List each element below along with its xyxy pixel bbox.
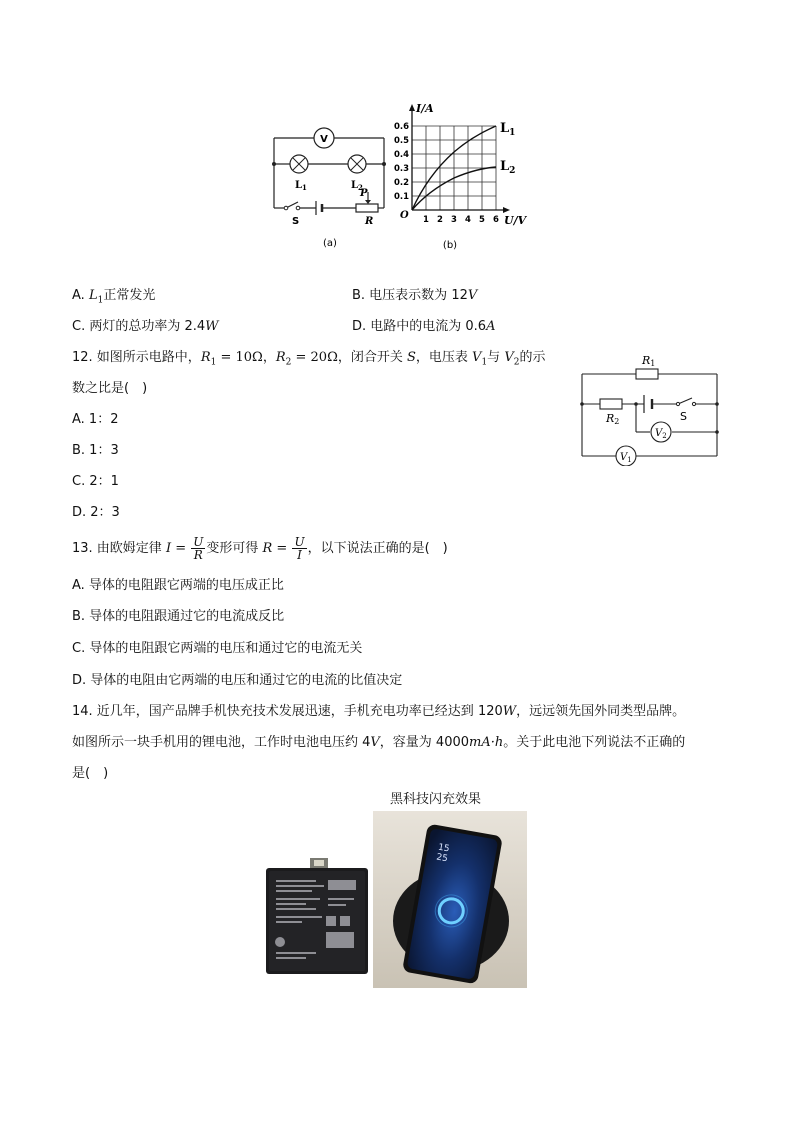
phone-clock-minute: 25: [435, 852, 449, 865]
caption-a: (a): [323, 238, 337, 249]
phone-image: [373, 811, 527, 988]
circuit-diagram-a: [262, 118, 397, 258]
fraction-u-over-r: $\frac{U}{R}$: [193, 535, 204, 562]
q11-figure-a: [262, 118, 397, 258]
phone-charging-photo: [373, 811, 527, 988]
battery-image: [266, 858, 368, 976]
q11-option-a[interactable]: A. $L_1$正常发光: [72, 288, 156, 306]
rheostat-label: R: [365, 216, 374, 227]
q12-circuit-figure: [574, 348, 724, 466]
r2-label: R2: [606, 412, 620, 426]
q12-option-a[interactable]: A. 1：2: [72, 412, 119, 427]
q13-option-b[interactable]: B. 导体的电阻跟通过它的电流成反比: [72, 609, 285, 624]
q13-option-d[interactable]: D. 导体的电阻由它两端的电压和通过它的电流的比值决定: [72, 673, 403, 688]
q11-option-d[interactable]: D. 电路中的电流为 0.6A: [352, 319, 496, 334]
q14-stem-line1: 14. 近几年，国产品牌手机快充技术发展迅速，手机充电功率已经达到 120W，远远领先国外同类型品牌。: [72, 704, 686, 719]
q11-option-b[interactable]: B. 电压表示数为 12V: [352, 288, 478, 303]
y-tick: 0.5: [393, 136, 409, 146]
q13-option-c[interactable]: C. 导体的电阻跟它两端的电压和通过它的电流无关: [72, 641, 363, 656]
x-tick: 6: [493, 215, 499, 225]
caption-b: (b): [442, 240, 458, 251]
x-tick: 3: [451, 215, 457, 225]
q11-figure-b: [388, 98, 528, 258]
resistor-r2: [600, 399, 622, 409]
q14-stem-line3: 是( ): [72, 766, 109, 781]
rheostat: [356, 204, 378, 212]
switch-label: S: [292, 216, 300, 227]
y-tick: 0.6: [393, 122, 409, 132]
y-tick: 0.1: [393, 192, 409, 202]
x-tick: 4: [465, 215, 471, 225]
x-tick: 2: [437, 215, 443, 225]
x-tick: 5: [479, 215, 485, 225]
q12-stem-line2: 数之比是( ): [72, 381, 148, 396]
q14-stem-line2: 如图所示一块手机用的锂电池，工作时电池电压约 4V，容量为 4000mA·h。关于此电池下列说法不正确的: [72, 735, 686, 750]
photo-title: 黑科技闪充效果: [390, 792, 482, 807]
q13-option-a[interactable]: A. 导体的电阻跟它两端的电压成正比: [72, 578, 284, 593]
slider-label: P: [360, 188, 368, 199]
curve-l2-label: $L_2$: [500, 159, 516, 176]
r1-label: R1: [642, 354, 656, 368]
q12-stem-line1: 12. 如图所示电路中，$R_1 = 10\Omega$，$R_2 = 20\Omega$，闭合开关 S，电压表 $V_1$与 $V_2$的示: [72, 350, 546, 368]
origin-label: O: [400, 210, 409, 221]
v2-label: $V_2$: [655, 428, 667, 440]
y-tick: 0.3: [393, 164, 409, 174]
q11-option-c[interactable]: C. 两灯的总功率为 2.4W: [72, 319, 219, 334]
resistor-r1: [636, 369, 658, 379]
q12-option-d[interactable]: D. 2：3: [72, 505, 120, 520]
lamp1-label: $L_1$: [295, 180, 307, 192]
circuit-diagram-q12: [574, 348, 724, 466]
y-tick: 0.2: [393, 178, 409, 188]
x-tick: 1: [423, 215, 429, 225]
voltmeter-label: V: [320, 134, 328, 145]
curve-l1-label: $L_1$: [500, 121, 516, 138]
battery-photo: [266, 858, 368, 976]
v1-label: $V_1$: [620, 452, 632, 464]
q12-option-b[interactable]: B. 1：3: [72, 443, 119, 458]
iu-graph: [388, 98, 528, 258]
q13-stem: 13. 由欧姆定律 I = $\frac{U}{R}$ 变形可得 R = $\frac{U}{I}$ ，以下说法正确的是( ): [72, 535, 448, 562]
phone-clock-hour: 15: [437, 842, 451, 855]
lamp2-label: $L_2$: [351, 180, 363, 192]
fraction-u-over-i: $\frac{U}{I}$: [294, 535, 305, 562]
y-tick: 0.4: [393, 150, 409, 160]
x-axis-label: U/V: [504, 214, 527, 227]
y-axis-label: I/A: [416, 102, 434, 115]
switch-label: S: [680, 410, 687, 423]
q12-option-c[interactable]: C. 2：1: [72, 474, 119, 489]
